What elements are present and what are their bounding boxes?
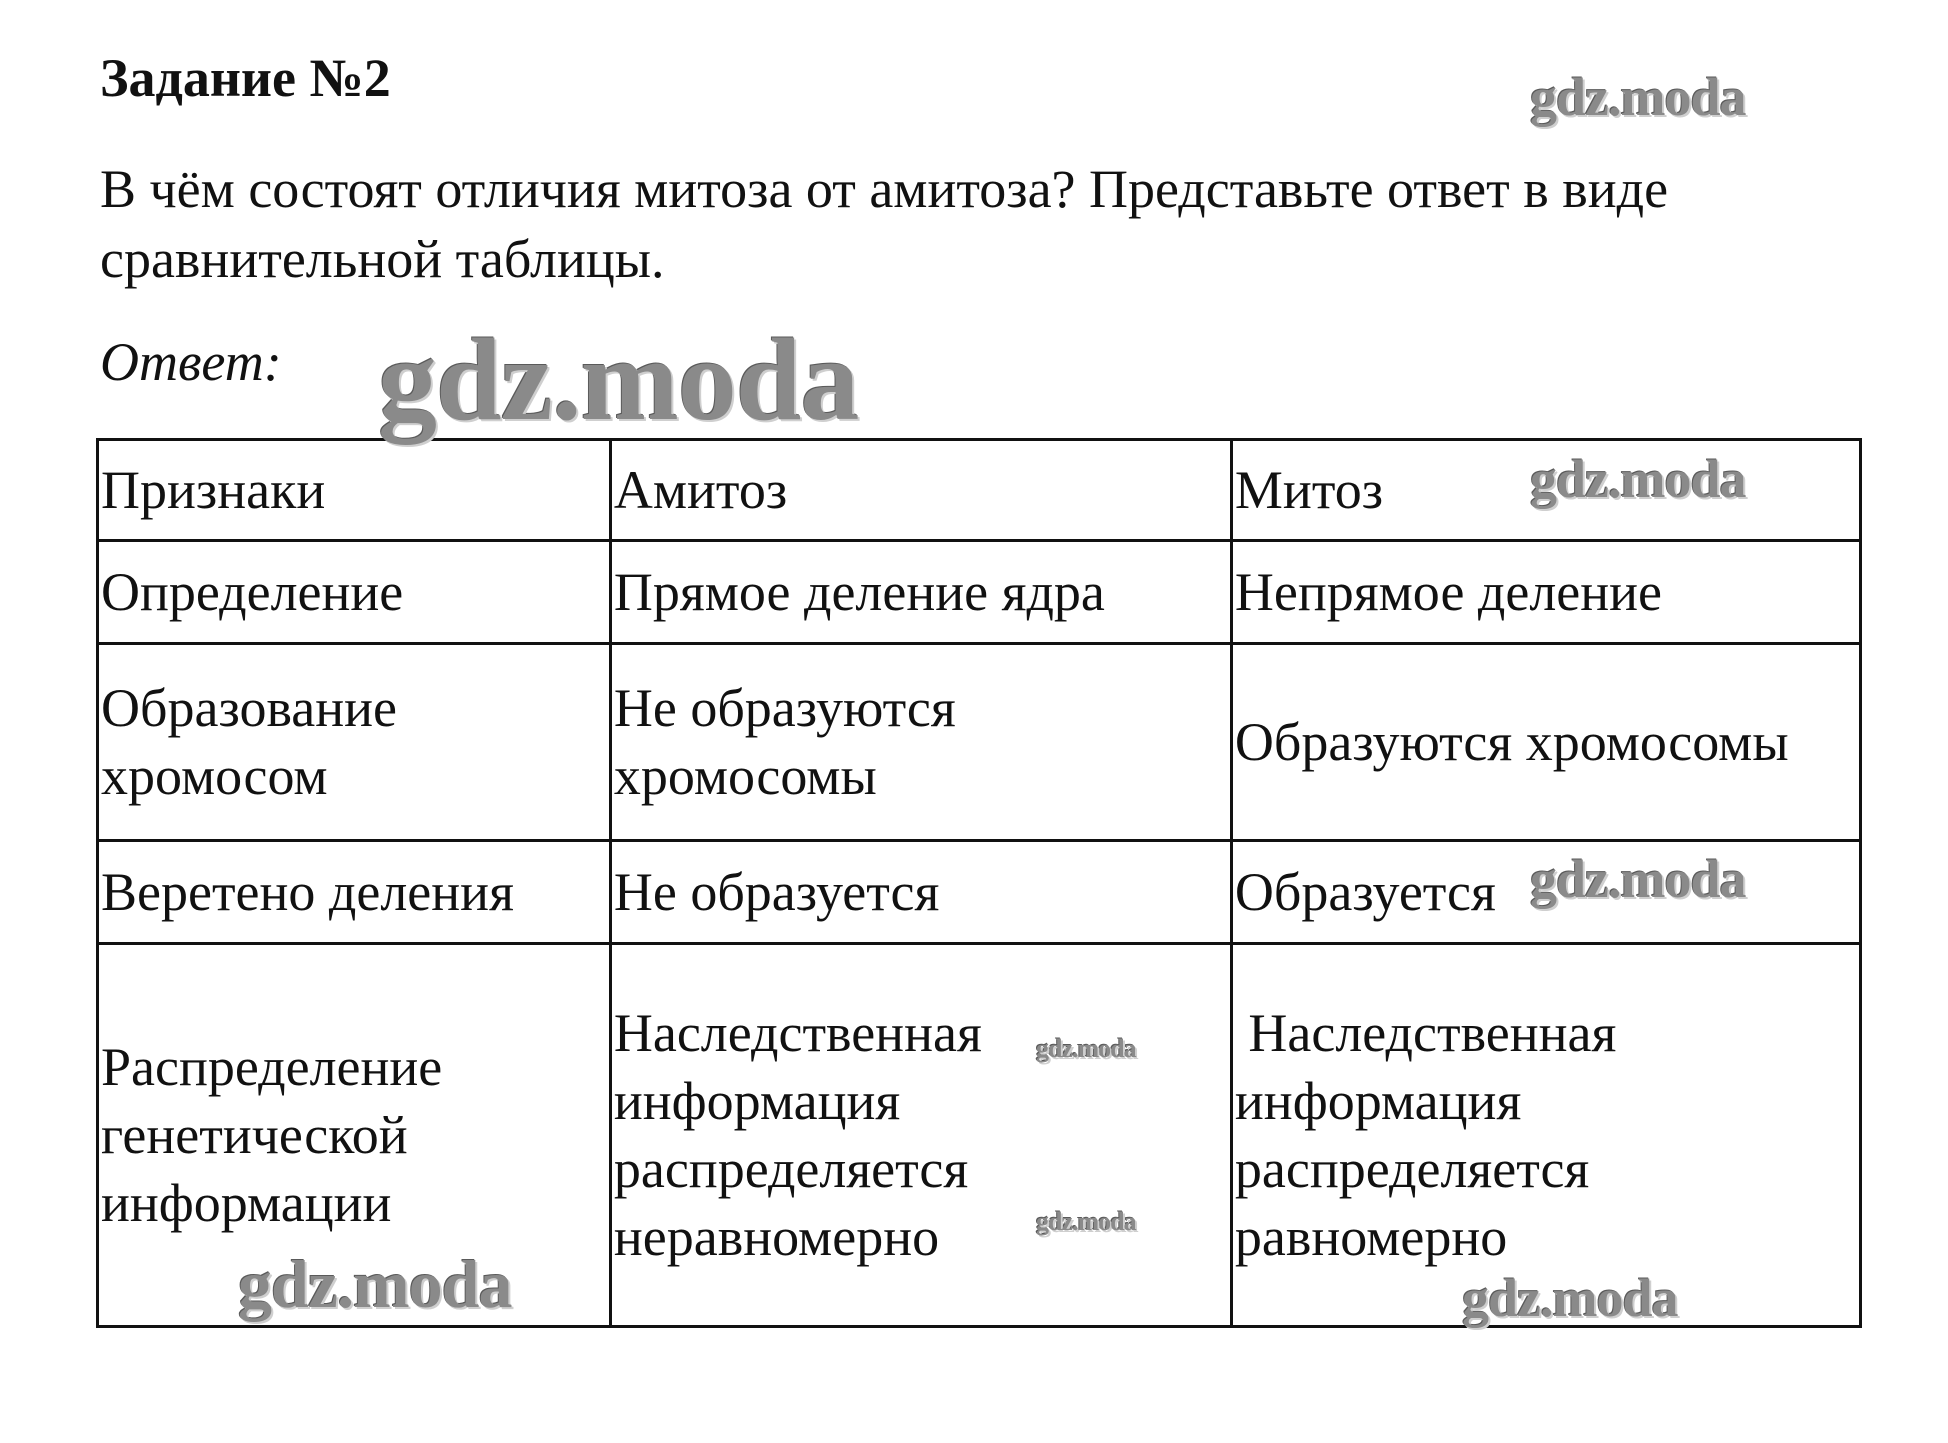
- watermark: gdz.moda: [1462, 1268, 1678, 1328]
- header-cell-feature: Признаки: [98, 440, 611, 541]
- watermark: gdz.moda: [1530, 849, 1746, 909]
- task-title: Задание №2: [100, 48, 391, 108]
- amitosis-cell: Прямое деление ядра: [610, 541, 1231, 644]
- feature-cell: Веретено деления: [98, 841, 611, 944]
- table-header-row: [98, 440, 1861, 541]
- watermark: gdz.moda: [1530, 449, 1746, 509]
- table-row: [98, 944, 1861, 1327]
- watermark: gdz.moda: [1036, 1034, 1136, 1063]
- table-row: [98, 841, 1861, 944]
- mitosis-cell: Наследственная информация распределяется равномерно: [1231, 944, 1860, 1327]
- table-row: [98, 644, 1861, 841]
- header-cell-mitosis: Митоз: [1231, 440, 1860, 541]
- feature-cell: Определение: [98, 541, 611, 644]
- feature-cell: Образование хромосом: [98, 644, 611, 841]
- amitosis-cell: Не образуется: [610, 841, 1231, 944]
- header-cell-amitosis: Амитоз: [610, 440, 1231, 541]
- mitosis-cell: Образуются хромосомы: [1231, 644, 1860, 841]
- amitosis-cell: Не образуются хромосомы: [610, 644, 1231, 841]
- comparison-table: [96, 438, 1862, 1328]
- watermark: gdz.moda: [238, 1246, 512, 1322]
- amitosis-cell: Наследственная информация распределяется неравномерно: [610, 944, 1231, 1327]
- feature-cell: Распределение генетической информации: [98, 944, 611, 1327]
- watermark: gdz.moda: [378, 314, 859, 445]
- task-question: В чём состоят отличия митоза от амитоза? Представьте ответ в виде сравнительной таблицы.: [100, 159, 1669, 289]
- mitosis-cell: Образуется: [1231, 841, 1860, 944]
- answer-label: Ответ:: [100, 332, 282, 392]
- mitosis-cell: Непрямое деление: [1231, 541, 1860, 644]
- table-row: [98, 541, 1861, 644]
- watermark: gdz.moda: [1530, 67, 1746, 127]
- watermark: gdz.moda: [1036, 1207, 1136, 1236]
